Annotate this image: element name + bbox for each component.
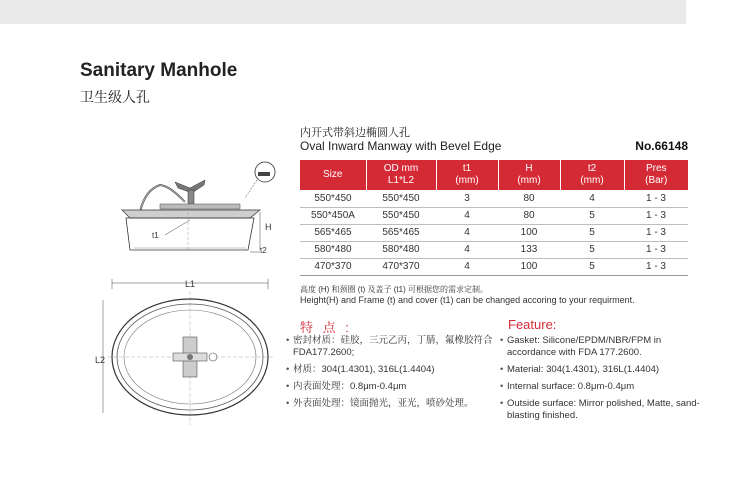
col-header-pres: Pres (Bar) xyxy=(624,160,688,190)
table-cell: 470*370 xyxy=(366,258,436,275)
spec-table xyxy=(300,160,688,276)
table-cell: 5 xyxy=(560,207,624,224)
table-cell: 4 xyxy=(436,258,498,275)
table-cell: 133 xyxy=(498,241,560,258)
table-cell: 1 - 3 xyxy=(624,207,688,224)
frame xyxy=(126,218,254,250)
table-cell: 580*480 xyxy=(366,241,436,258)
list-item: • 密封材质：硅胶，三元乙丙，丁腈，氟橡胶符合 FDA177.2600; xyxy=(286,335,496,359)
table-row xyxy=(300,190,688,207)
table-cell: 5 xyxy=(560,241,624,258)
table-cell: 1 - 3 xyxy=(624,258,688,275)
list-item: • Gasket: Silicone/EPDM/NBR/FPM in accordance with FDA 177.2600. xyxy=(500,335,700,359)
product-subtitle-en: Oval Inward Manway with Bevel Edge xyxy=(300,139,502,153)
product-number: No.66148 xyxy=(635,139,688,153)
table-cell: 100 xyxy=(498,224,560,241)
list-item: • Outside surface: Mirror polished, Matte, sand-blasting finished. xyxy=(500,398,700,422)
dim-l1-label: L1 xyxy=(185,279,196,289)
table-cell: 1 - 3 xyxy=(624,190,688,207)
side-view-diagram xyxy=(100,160,290,265)
lid xyxy=(122,210,260,218)
table-cell: 565*465 xyxy=(300,224,366,241)
table-cell: 550*450 xyxy=(366,190,436,207)
page-title: Sanitary Manhole xyxy=(80,60,238,81)
page-title-cn: 卫生级人孔 xyxy=(80,89,150,105)
dim-l2-label: L2 xyxy=(95,355,106,365)
table-cell: 100 xyxy=(498,258,560,275)
col-header-h: H (mm) xyxy=(498,160,560,190)
table-cell: 470*370 xyxy=(300,258,366,275)
table-cell: 1 - 3 xyxy=(624,241,688,258)
features-en-list xyxy=(500,335,700,427)
table-cell: 4 xyxy=(436,241,498,258)
col-header-t1: t1 (mm) xyxy=(436,160,498,190)
top-view-diagram xyxy=(85,275,285,435)
table-cell: 80 xyxy=(498,190,560,207)
table-row xyxy=(300,258,688,275)
table-cell: 4 xyxy=(560,190,624,207)
dim-t1-label: t1 xyxy=(152,231,159,240)
col-header-size: Size xyxy=(300,160,366,190)
table-row xyxy=(300,224,688,241)
features-en-title: Feature: xyxy=(508,317,557,332)
table-cell: 1 - 3 xyxy=(624,224,688,241)
table-cell: 80 xyxy=(498,207,560,224)
note-en: Height(H) and Frame (t) and cover (t1) can be changed accoring to your requirment. xyxy=(300,295,635,305)
list-item: • 内表面处理：0.8μm-0.4μm xyxy=(286,381,496,393)
table-header-row xyxy=(300,160,688,190)
table-row xyxy=(300,207,688,224)
table-cell: 5 xyxy=(560,258,624,275)
table-cell: 565*465 xyxy=(366,224,436,241)
features-cn-list xyxy=(286,335,496,415)
table-cell: 580*480 xyxy=(300,241,366,258)
list-item: • Internal surface: 0.8μm-0.4μm xyxy=(500,381,700,393)
features-cn-title: 特 点 : xyxy=(300,320,352,335)
dim-h-label: H xyxy=(265,222,272,232)
top-bar xyxy=(0,0,686,24)
col-header-t2: t2 (mm) xyxy=(560,160,624,190)
table-cell: 550*450 xyxy=(300,190,366,207)
table-cell: 550*450A xyxy=(300,207,366,224)
product-subtitle-cn: 内开式带斜边椭圆人孔 xyxy=(300,127,410,139)
table-cell: 5 xyxy=(560,224,624,241)
table-cell: 3 xyxy=(436,190,498,207)
table-cell: 4 xyxy=(436,207,498,224)
table-cell: 4 xyxy=(436,224,498,241)
table-row xyxy=(300,241,688,258)
note-cn: 高度 (H) 和颈圈 (t) 及盖子 (t1) 可根据您的需求定制。 xyxy=(300,285,488,294)
list-item: • 材质：304(1.4301), 316L(1.4404) xyxy=(286,364,496,376)
dim-t2-label: t2 xyxy=(260,246,267,255)
list-item: • 外表面处理：镜面抛光，亚光，喷砂处理。 xyxy=(286,398,496,410)
table-cell: 550*450 xyxy=(366,207,436,224)
list-item: • Material: 304(1.4301), 316L(1.4404) xyxy=(500,364,700,376)
col-header-od: OD mm L1*L2 xyxy=(366,160,436,190)
